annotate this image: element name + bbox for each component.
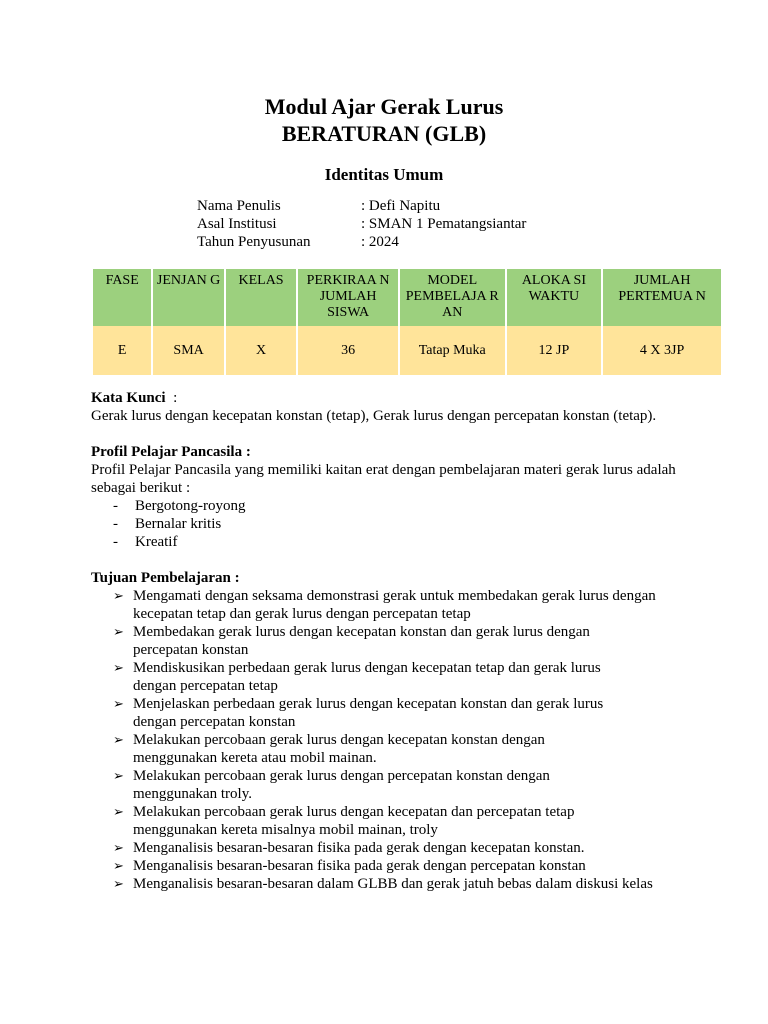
list-item xyxy=(91,497,691,515)
list-item-line: Melakukan percobaan gerak lurus dengan kecepatan dan percepatan tetap xyxy=(133,804,575,820)
arrow-bullet-icon: ➢ xyxy=(113,858,124,873)
header-cell-kelas: KELAS xyxy=(226,269,296,326)
arrow-bullet-icon: ➢ xyxy=(113,840,124,855)
dash-bullet: - xyxy=(113,516,118,532)
title-line-2: BERATURAN (GLB) xyxy=(281,121,487,146)
tujuan-heading: Tujuan Pembelajaran : xyxy=(91,570,240,586)
profil-intro-line-1: Profil Pelajar Pancasila yang memiliki kaitan erat dengan pembelajaran materi gerak lurus adalah xyxy=(91,462,676,478)
arrow-bullet-icon: ➢ xyxy=(113,588,124,603)
identity-value: : 2024 xyxy=(361,234,399,250)
list-item xyxy=(91,623,691,659)
header-cell-pertemuan: JUMLAH PERTEMUA N xyxy=(603,269,721,326)
list-item-line: dengan percepatan konstan xyxy=(133,714,296,730)
document-title xyxy=(0,93,768,147)
arrow-bullet-icon: ➢ xyxy=(113,876,124,891)
list-item xyxy=(91,533,691,551)
list-item-line: Melakukan percobaan gerak lurus dengan percepatan konstan dengan xyxy=(133,768,550,784)
list-item-line: menggunakan troly. xyxy=(133,786,252,802)
list-item-line: percepatan konstan xyxy=(133,642,249,658)
identity-label: Nama Penulis xyxy=(197,198,281,214)
cell-pertemuan: 4 X 3JP xyxy=(603,326,721,375)
list-item-text: Kreatif xyxy=(135,534,178,550)
profil-intro-line-2: sebagai berikut : xyxy=(91,480,191,496)
identity-label: Tahun Penyusunan xyxy=(197,234,311,250)
kata-kunci-heading-line xyxy=(91,389,691,407)
arrow-bullet-icon: ➢ xyxy=(113,804,124,819)
profil-heading: Profil Pelajar Pancasila : xyxy=(91,444,251,460)
kata-kunci-colon: : xyxy=(173,390,178,406)
list-item xyxy=(91,695,691,731)
list-item-line: Menjelaskan perbedaan gerak lurus dengan kecepatan konstan dan gerak lurus xyxy=(133,696,604,712)
list-item-text: Bergotong-royong xyxy=(135,498,246,514)
table-row xyxy=(93,326,721,375)
list-item xyxy=(91,767,691,803)
identity-row xyxy=(197,233,526,251)
list-item-line: Membedakan gerak lurus dengan kecepatan konstan dan gerak lurus dengan xyxy=(133,624,590,640)
identity-value: : SMAN 1 Pematangsiantar xyxy=(361,216,527,232)
list-item-line: Melakukan percobaan gerak lurus dengan kecepatan konstan dengan xyxy=(133,732,545,748)
list-item xyxy=(91,857,691,875)
arrow-bullet-icon: ➢ xyxy=(113,660,124,675)
list-item xyxy=(91,587,691,623)
list-item xyxy=(91,659,691,695)
identity-block xyxy=(197,197,526,251)
dash-bullet: - xyxy=(113,534,118,550)
identity-row xyxy=(197,215,526,233)
cell-waktu: 12 JP xyxy=(507,326,602,375)
arrow-bullet-icon: ➢ xyxy=(113,696,124,711)
title-line-1: Modul Ajar Gerak Lurus xyxy=(264,94,504,119)
cell-fase: E xyxy=(93,326,151,375)
identity-value: : Defi Napitu xyxy=(361,198,441,214)
arrow-bullet-icon: ➢ xyxy=(113,732,124,747)
identity-row xyxy=(197,197,526,215)
list-item-line: Menganalisis besaran-besaran fisika pada gerak dengan percepatan konstan xyxy=(133,858,586,874)
list-item-line: Mengamati dengan seksama demonstrasi gerak untuk membedakan gerak lurus dengan xyxy=(133,588,656,604)
list-item-line: Menganalisis besaran-besaran fisika pada gerak dengan kecepatan konstan. xyxy=(133,840,585,856)
list-item xyxy=(91,515,691,533)
cell-model: Tatap Muka xyxy=(400,326,505,375)
header-cell-fase: FASE xyxy=(93,269,151,326)
arrow-bullet-icon: ➢ xyxy=(113,624,124,639)
table-header-row xyxy=(93,269,721,326)
module-info-table xyxy=(91,269,723,375)
header-cell-waktu: ALOKA SI WAKTU xyxy=(507,269,602,326)
header-cell-siswa: PERKIRAA N JUMLAH SISWA xyxy=(298,269,398,326)
kata-kunci-text: Gerak lurus dengan kecepatan konstan (tetap), Gerak lurus dengan percepatan konstan (tetap). xyxy=(91,408,657,424)
arrow-bullet-icon: ➢ xyxy=(113,768,124,783)
section-title-identitas: Identitas Umum xyxy=(324,165,444,184)
list-item-line: Menganalisis besaran-besaran dalam GLBB dan gerak jatuh bebas dalam diskusi kelas xyxy=(133,876,653,892)
cell-siswa: 36 xyxy=(298,326,398,375)
list-item-line: menggunakan kereta misalnya mobil mainan, troly xyxy=(133,822,438,838)
header-cell-model: MODEL PEMBELAJA R AN xyxy=(400,269,505,326)
list-item-line: kecepatan tetap dan gerak lurus dengan percepatan tetap xyxy=(133,606,471,622)
cell-jenjang: SMA xyxy=(153,326,223,375)
list-item xyxy=(91,803,691,839)
profil-list xyxy=(91,497,691,551)
list-item-line: Mendiskusikan perbedaan gerak lurus dengan kecepatan tetap dan gerak lurus xyxy=(133,660,601,676)
list-item xyxy=(91,731,691,767)
header-cell-jenjang: JENJAN G xyxy=(153,269,223,326)
dash-bullet: - xyxy=(113,498,118,514)
list-item-text: Bernalar kritis xyxy=(135,516,222,532)
kata-kunci-heading: Kata Kunci xyxy=(91,390,166,406)
tujuan-list xyxy=(91,587,691,893)
list-item xyxy=(91,839,691,857)
list-item xyxy=(91,875,691,893)
document-body xyxy=(91,389,691,893)
cell-kelas: X xyxy=(226,326,296,375)
identity-label: Asal Institusi xyxy=(197,216,277,232)
list-item-line: menggunakan kereta atau mobil mainan. xyxy=(133,750,377,766)
list-item-line: dengan percepatan tetap xyxy=(133,678,278,694)
